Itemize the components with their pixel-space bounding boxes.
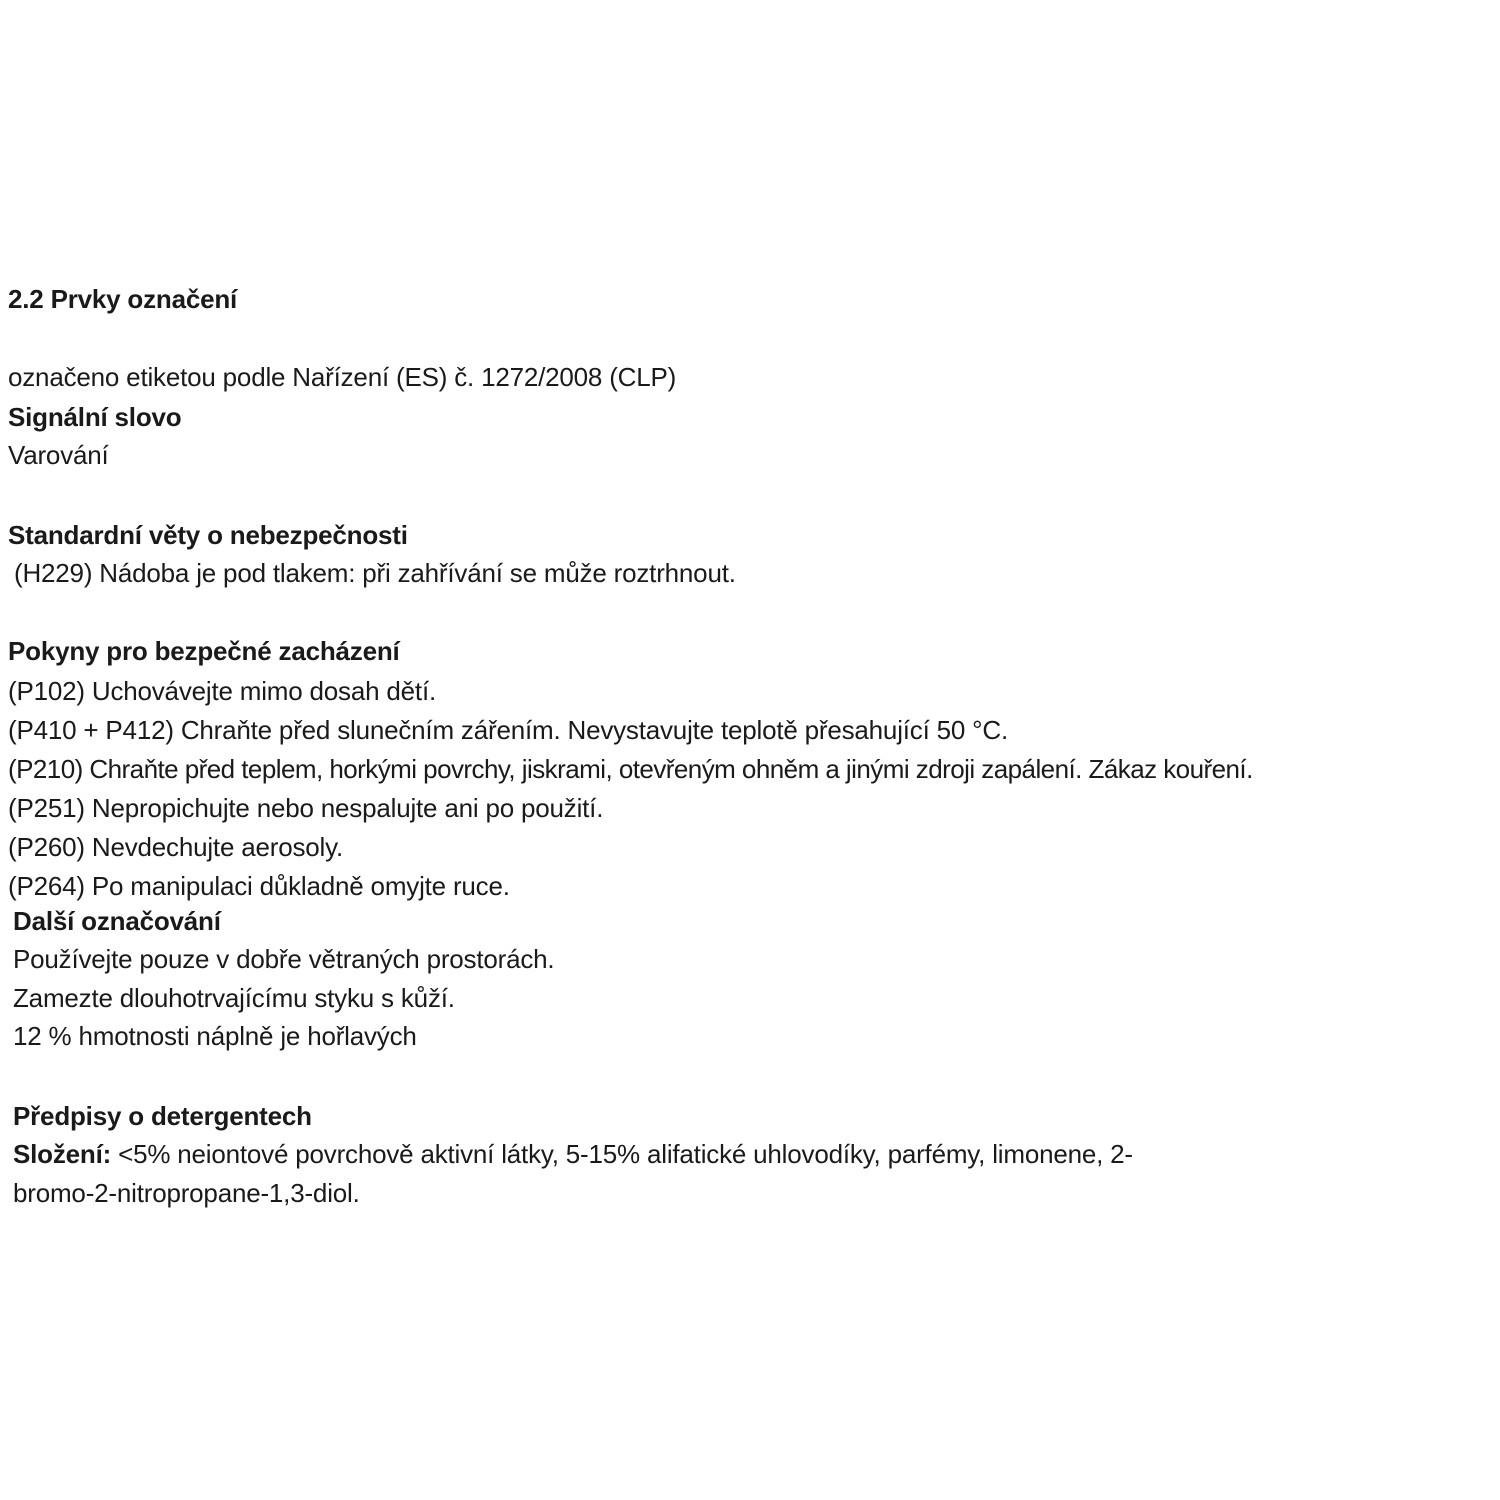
composition-line-continued: bromo-2-nitropropane-1,3-diol. <box>13 1178 360 1208</box>
additional-line: Používejte pouze v dobře větraných prostorách. <box>13 944 555 974</box>
hazard-statement: (H229) Nádoba je pod tlakem: při zahřívání se může roztrhnout. <box>14 558 736 588</box>
composition-line <box>13 1139 1133 1169</box>
detergent-heading: Předpisy o detergentech <box>13 1101 312 1131</box>
additional-heading: Další označování <box>13 906 221 936</box>
label-regulation: označeno etiketou podle Nařízení (ES) č. 1272/2008 (CLP) <box>8 362 677 392</box>
precaution-statement: (P210) Chraňte před teplem, horkými povrchy, jiskrami, otevřeným ohněm a jinými zdroji zapálení. Zákaz kouření. <box>8 754 1253 784</box>
hazard-heading: Standardní věty o nebezpečnosti <box>8 520 408 550</box>
precaution-statement: (P260) Nevdechujte aerosoly. <box>8 832 343 862</box>
precaution-statement: (P264) Po manipulaci důkladně omyjte ruce. <box>8 871 510 901</box>
composition-text: <5% neiontové povrchově aktivní látky, 5-15% alifatické uhlovodíky, parfémy, limonene, 2- <box>111 1139 1133 1169</box>
additional-line: 12 % hmotnosti náplně je hořlavých <box>13 1021 417 1051</box>
precaution-statement: (P251) Nepropichujte nebo nespalujte ani po použití. <box>8 793 604 823</box>
precaution-statement: (P410 + P412) Chraňte před slunečním zářením. Nevystavujte teplotě přesahující 50 °C. <box>8 715 1008 745</box>
precaution-heading: Pokyny pro bezpečné zacházení <box>8 636 400 666</box>
signal-word-heading: Signální slovo <box>8 402 182 432</box>
precaution-statement: (P102) Uchovávejte mimo dosah dětí. <box>8 676 436 706</box>
signal-word: Varování <box>8 440 109 470</box>
additional-line: Zamezte dlouhotrvajícímu styku s kůží. <box>13 983 455 1013</box>
composition-label: Složení: <box>13 1139 112 1169</box>
section-title: 2.2 Prvky označení <box>8 284 238 314</box>
